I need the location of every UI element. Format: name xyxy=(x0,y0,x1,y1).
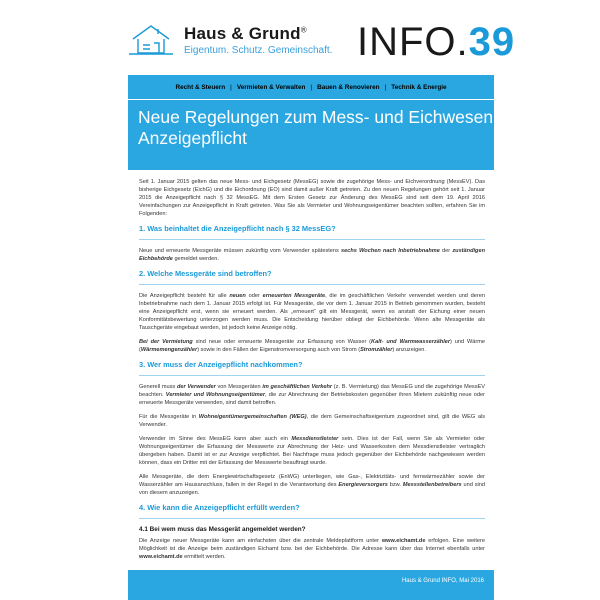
section-2-heading: 2. Welche Messgeräte sind betroffen? xyxy=(139,269,272,278)
nav-item-recht-steuern[interactable]: Recht & Steuern xyxy=(175,83,226,91)
section-4-1-subheading: 4.1 Bei wem muss das Messgerät angemeldet werden? xyxy=(139,526,306,533)
eichamt-link[interactable]: www.eichamt.de xyxy=(139,554,183,560)
section-divider xyxy=(139,284,485,285)
brand-name: Haus & Grund® xyxy=(184,24,307,43)
section-3-paragraph-3: Verwender im Sinne des MessEG kann aber auch ein Messdienstleister sein. Dies ist der Fall, wenn Sie als Vermieter oder Wohnungseigentümer die Erfassung der Messwerte zur Abrechnung der Heiz- und Wasserkosten dem Messdienstleister vertraglich übergeben haben. Damit ist er zur Anzeige verpflichtet. Bei Nachfrage muss jedoch gegenüber der Eichbehörde nachgewiesen werden können, dass ein Dritter mit der Erfassung der Messwerte beauftragt wurde. xyxy=(139,436,485,466)
section-4-paragraph-1: Die Anzeige neuer Messgeräte kann am einfachsten über die zentrale Meldeplattform unter www.eichamt.de erfolgen. Eine weitere Möglichkeit ist die Anzeige beim zuständigen Eichamt bzw. bei der Eichbehörde. Die Adresse kann über das Internet ebenfalls unter www.eichamt.de ermittelt werden. xyxy=(139,538,485,560)
section-1-paragraph: Neue und erneuerte Messgeräte müssen zukünftig vom Verwender spätestens sechs Wochen nach Inbetriebnahme der zuständigen Eichbehörde gemeldet werden. xyxy=(139,248,485,262)
header xyxy=(0,0,600,75)
section-4-heading: 4. Wie kann die Anzeigepflicht erfüllt werden? xyxy=(139,503,300,512)
section-2-paragraph-1: Die Anzeigepflicht besteht für alle neuen oder erneuerten Messgeräte, die im geschäftlichen Verkehr verwendet werden und deren Inbetriebnahme nach dem 1. Januar 2015 erfolgt ist. Für Messgeräte, die vor dem 1. Januar 2015 in Betrieb genommen wurden, besteht eine Anzeigepflicht erst, wenn sie erneuert werden. Als „erneuert“ gilt ein Messgerät, wenn es anstatt der Eichung einer neuen Konformitätsbewertung unterzogen werden muss. Die Entscheidung hierüber obliegt der Eichbehörde. Wenn alte Messgeräte als Tauschgeräte eingebaut werden, ist jedoch keine Anzeige nötig. xyxy=(139,293,485,331)
info-number: INFO.39 xyxy=(357,20,516,64)
footer-bar xyxy=(128,570,494,600)
intro-paragraph: Seit 1. Januar 2015 gelten das neue Mess- und Eichgesetz (MessEG) sowie die zugehörige Mess- und Eichverordnung (MessEV). Das bisherige Eichgesetz (EichG) und die Eichordnung (EO) sind damit außer Kraft getreten. Zu den neuen Regelungen gehört seit 1. Januar 2015 die Anzeigepflicht nach § 32 MessEG. Mit dem Ersten Gesetz zur Änderung des MessEG sind seit dem 19. April 2016 Vereinfachungen zur Anzeigepflicht in Kraft getreten. Was Sie als Vermieter und Wohnungseigentümer beachten sollten, erfahren Sie im Folgenden: xyxy=(139,179,485,217)
title-banner xyxy=(128,75,494,170)
section-3-paragraph-4: Alle Messgeräte, die dem Energiewirtschaftsgesetz (EnWG) unterliegen, wie Gas-, Elektrizitäts- und fernwärmezähler sowie der Wasserzähler am Hausanschluss, fallen in der Regel in die Verantwortung des Energieversorgers bzw. Messstellenbetreibers und sind von diesem anzuzeigen. xyxy=(139,474,485,496)
section-2-paragraph-2: Bei der Vermietung sind neue oder erneuerte Messgeräte zur Erfassung von Wasser (Kalt- und Warmwasserzähler) und Wärme (Wärmemengenzähler) sowie in den Fällen der Eigenstromversorgung auch von Strom (Stromzähler) anzuzeigen. xyxy=(139,339,485,353)
nav-item-technik-energie[interactable]: Technik & Energie xyxy=(391,83,447,91)
section-divider xyxy=(139,239,485,240)
section-3-heading: 3. Wer muss der Anzeigepflicht nachkommen? xyxy=(139,360,303,369)
section-1-heading: 1. Was beinhaltet die Anzeigepflicht nach § 32 MessEG? xyxy=(139,224,336,233)
title-line-1: Neue Regelungen zum Mess- und Eichwesen xyxy=(138,107,494,127)
footer-edition: Haus & Grund INFO, Mai 2016 xyxy=(401,578,484,584)
title-line-2: Anzeigepflicht xyxy=(138,128,247,148)
nav-item-bauen-renovieren[interactable]: Bauen & Renovieren xyxy=(317,83,380,91)
eichamt-link[interactable]: www.eichamt.de xyxy=(381,538,426,544)
nav-separator: | xyxy=(310,83,313,91)
document-body xyxy=(139,178,485,567)
section-divider xyxy=(139,375,485,376)
section-3-paragraph-1: Generell muss der Verwender von Messgeräten im geschäftlichen Verkehr (z. B. Vermietung) das MessEG und die zugehörige MessEV beachten. Vermieter und Wohnungseigentümer, die zur Abrechnung der Betriebskosten gegenüber ihren Mietern zukünftig neue oder erneuerte Messgeräte verwenden, sind damit betroffen. xyxy=(139,384,485,406)
page-title xyxy=(138,107,493,149)
nav-item-vermieten-verwalten[interactable]: Vermieten & Verwalten xyxy=(236,83,306,91)
section-3-paragraph-2: Für die Messgeräte in Wohneigentümergemeinschaften (WEG), die dem Gemeinschaftseigentum zugeordnet sind, gilt die WEG als Verwender. xyxy=(139,414,486,428)
section-divider xyxy=(139,518,485,519)
nav-separator: | xyxy=(384,83,387,91)
category-nav xyxy=(128,75,494,100)
brand-tagline: Eigentum. Schutz. Gemeinschaft. xyxy=(184,45,333,56)
nav-separator: | xyxy=(230,83,232,91)
house-logo-icon xyxy=(128,23,174,57)
